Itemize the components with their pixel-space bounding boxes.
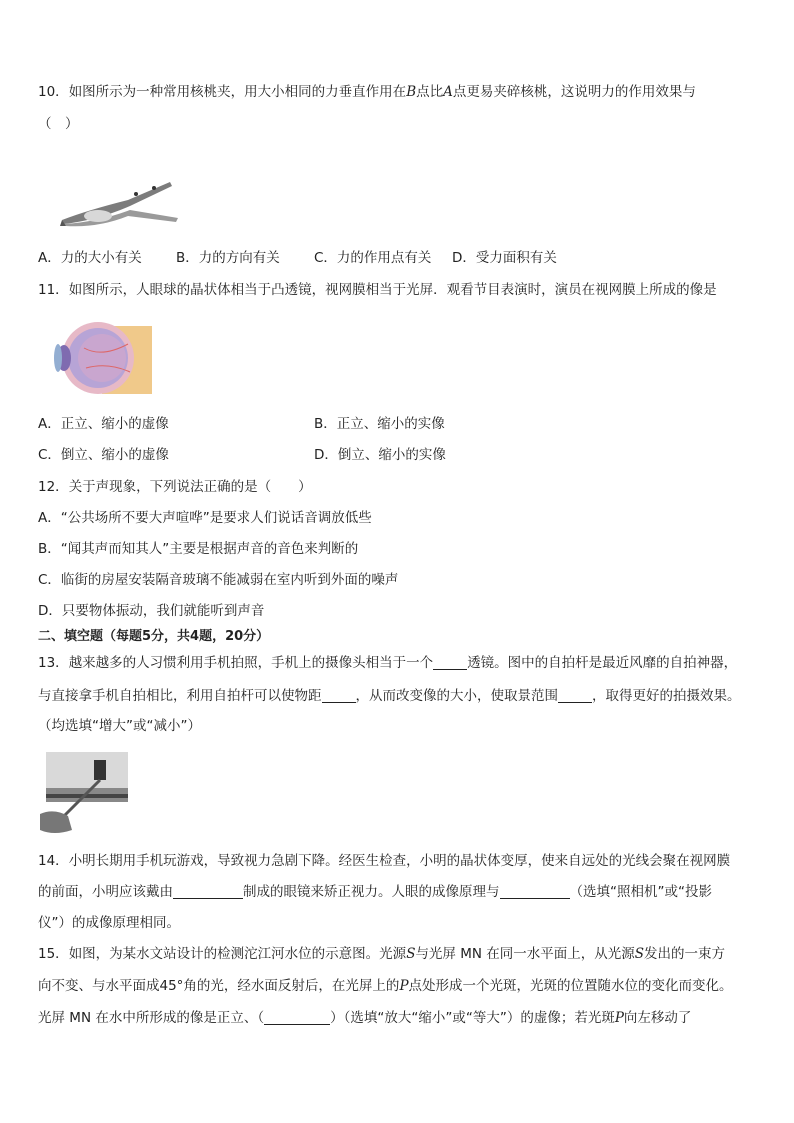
q11-option-b: B．正立、缩小的实像 bbox=[314, 416, 445, 432]
q10-option-c: C．力的作用点有关 bbox=[314, 250, 432, 266]
q10-point-b: B bbox=[406, 84, 417, 100]
q13-line3: （均选填“增大”或“减小”） bbox=[38, 718, 201, 734]
q14-text-2a: 的前面，小明应该戴由 bbox=[38, 884, 173, 900]
q12-stem bbox=[38, 477, 312, 497]
q15-text-3b: ）（选填“放大“缩小”或“等大”）的虚像；若光斑 bbox=[330, 1010, 615, 1026]
q15-point-p-2: P bbox=[614, 1010, 624, 1026]
q15-text-2a: 向不变、与水平面成45°角的光，经水面反射后，在光屏上的 bbox=[38, 978, 400, 994]
q14-blank-1[interactable] bbox=[173, 884, 243, 899]
q10-option-b: B．力的方向有关 bbox=[176, 250, 280, 266]
selfie-stick-image bbox=[40, 752, 128, 834]
q13-text-1b: 透镜。图中的自拍杆是最近风靡的自拍神器， bbox=[467, 655, 738, 671]
q14-text-2c: （选填“照相机”或“投影 bbox=[569, 884, 712, 900]
q14-text-1: 小明长期用手机玩游戏，导致视力急剧下降。经医生检查，小明的晶状体变厚，使来自远处的光线会聚在视网膜 bbox=[68, 853, 731, 869]
q15-number: 15． bbox=[38, 946, 69, 962]
q11-option-c: C．倒立、缩小的虚像 bbox=[38, 447, 169, 463]
q15-text-1a: 如图，为某水文站设计的检测沱江河水位的示意图。光源 bbox=[68, 946, 407, 962]
q14-blank-2[interactable] bbox=[500, 884, 570, 899]
q11-stem bbox=[38, 280, 717, 300]
q12-text: 关于声现象，下列说法正确的是（ ） bbox=[68, 479, 312, 495]
q11-text: 如图所示，人眼球的晶状体相当于凸透镜，视网膜相当于光屏．观看节目表演时，演员在视网膜上所成的像是 bbox=[68, 282, 717, 298]
q15-text-3c: 向左移动了 bbox=[623, 1010, 692, 1026]
q14-number: 14． bbox=[38, 853, 69, 869]
q12-option-c: C．临街的房屋安装隔音玻璃不能减弱在室内听到外面的噪声 bbox=[38, 572, 399, 588]
q11-option-a: A．正立、缩小的虚像 bbox=[38, 416, 169, 432]
q10-point-a: A bbox=[443, 84, 453, 100]
q13-blank-1[interactable] bbox=[433, 655, 467, 670]
q13-blank-3[interactable] bbox=[558, 688, 592, 703]
q11-option-d: D．倒立、缩小的实像 bbox=[314, 447, 446, 463]
q14-line2 bbox=[38, 882, 712, 902]
q13-text-2a: 与直接拿手机自拍相比，利用自拍杆可以使物距 bbox=[38, 688, 322, 704]
q15-source-s-2: S bbox=[634, 946, 645, 962]
q14-text-2b: 制成的眼镜来矫正视力。人眼的成像原理与 bbox=[243, 884, 500, 900]
q15-text-2b: 点处形成一个光斑，光斑的位置随水位的变化而变化。 bbox=[408, 978, 733, 994]
q15-text-1c: 发出的一束方 bbox=[644, 946, 726, 962]
eyeball-image bbox=[42, 318, 154, 396]
q10-stem bbox=[38, 82, 696, 102]
q15-line2 bbox=[38, 976, 733, 996]
q13-text-2b: ，从而改变像的大小，使取景范围 bbox=[355, 688, 558, 704]
section-fill-in-heading: 二、填空题（每题5分，共4题，20分） bbox=[38, 629, 270, 644]
q11-number: 11． bbox=[38, 282, 69, 298]
q14-line1 bbox=[38, 851, 730, 871]
nutcracker-image bbox=[58, 176, 178, 232]
q10-option-a: A．力的大小有关 bbox=[38, 250, 142, 266]
q13-number: 13． bbox=[38, 655, 69, 671]
q14-line3: 仪”）的成像原理相同。 bbox=[38, 915, 180, 931]
q15-point-p: P bbox=[399, 978, 409, 994]
q13-line1 bbox=[38, 653, 737, 673]
q13-line2 bbox=[38, 686, 741, 706]
q10-text-b: 点比 bbox=[416, 84, 444, 100]
q10-text-a: 如图所示为一种常用核桃夹，用大小相同的力垂直作用在 bbox=[68, 84, 407, 100]
q15-text-1b: 与光屏 MN 在同一水平面上，从光源 bbox=[415, 946, 635, 962]
q12-option-b: B．“闻其声而知其人”主要是根据声音的音色来判断的 bbox=[38, 541, 359, 557]
q15-text-3a: 光屏 MN 在水中所形成的像是正立、（ bbox=[38, 1010, 265, 1026]
q10-number: 10． bbox=[38, 84, 69, 100]
q15-line3 bbox=[38, 1008, 691, 1028]
q12-option-a: A．“公共场所不要大声喧哗”是要求人们说话音调放低些 bbox=[38, 510, 372, 526]
q12-option-d: D．只要物体振动，我们就能听到声音 bbox=[38, 603, 265, 619]
q10-text-c: 点更易夹碎核桃，这说明力的作用效果与 bbox=[452, 84, 696, 100]
q15-source-s: S bbox=[406, 946, 416, 962]
q15-line1 bbox=[38, 944, 725, 964]
q10-paren: （ ） bbox=[38, 116, 79, 132]
q13-text-1a: 越来越多的人习惯利用手机拍照，手机上的摄像头相当于一个 bbox=[68, 655, 434, 671]
q13-text-2c: ，取得更好的拍摄效果。 bbox=[592, 688, 741, 704]
q10-option-d: D．受力面积有关 bbox=[452, 250, 557, 266]
q15-blank-1[interactable] bbox=[264, 1010, 330, 1025]
q13-blank-2[interactable] bbox=[322, 688, 356, 703]
q12-number: 12． bbox=[38, 479, 69, 495]
